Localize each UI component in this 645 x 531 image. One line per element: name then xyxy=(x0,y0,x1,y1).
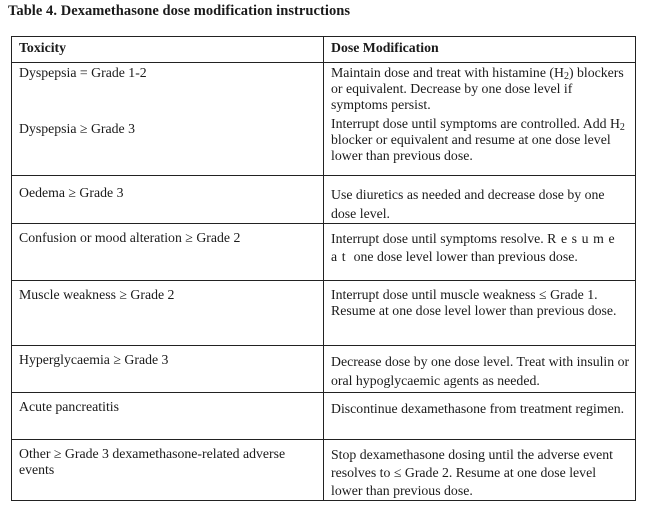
toxicity-cell: Acute pancreatitis xyxy=(12,393,324,440)
modification-text: Interrupt dose until symptoms resolve. xyxy=(331,231,544,246)
toxicity-text: Dyspepsia ≥ Grade 3 xyxy=(19,121,136,136)
table-caption: Table 4. Dexamethasone dose modification instructions xyxy=(8,3,351,19)
modification-text: Interrupt dose until symptoms are controlled. Add $H_2$ blocker or equivalent and resume at one dose level lower than previous dose. xyxy=(331,116,625,163)
toxicity-cell: Oedema ≥ Grade 3 xyxy=(12,176,324,224)
table-row xyxy=(12,281,636,346)
dose-modification-table xyxy=(11,36,636,501)
table-row xyxy=(12,440,636,501)
dose-modification-header: Dose Modification xyxy=(324,37,636,63)
toxicity-cell: Confusion or mood alteration ≥ Grade 2 xyxy=(12,224,324,281)
header-row xyxy=(12,37,636,63)
toxicity-text: Dyspepsia = Grade 1-2 xyxy=(19,65,147,80)
modification-text: at xyxy=(331,249,351,264)
modification-cell: Stop dexamethasone dosing until the adverse event resolves to ≤ Grade 2. Resume at one dose level lower than previous dose. xyxy=(324,440,636,501)
modification-cell: Interrupt dose until muscle weakness ≤ Grade 1. Resume at one dose level lower than previous dose. xyxy=(324,281,636,346)
toxicity-header: Toxicity xyxy=(12,37,324,63)
modification-cell: Use diuretics as needed and decrease dose by one dose level. xyxy=(324,176,636,224)
toxicity-cell: Other ≥ Grade 3 dexamethasone-related adverse events xyxy=(12,440,324,501)
toxicity-cell: Hyperglycaemia ≥ Grade 3 xyxy=(12,346,324,393)
modification-cell xyxy=(324,63,636,176)
table-row xyxy=(12,393,636,440)
modification-cell: Decrease dose by one dose level. Treat with insulin or oral hypoglycaemic agents as needed. xyxy=(324,346,636,393)
modification-text: one dose level lower than previous dose. xyxy=(353,249,578,264)
table-row xyxy=(12,63,636,176)
modification-cell: Discontinue dexamethasone from treatment regimen. xyxy=(324,393,636,440)
toxicity-cell xyxy=(12,63,324,176)
toxicity-cell: Muscle weakness ≥ Grade 2 xyxy=(12,281,324,346)
table-row xyxy=(12,346,636,393)
spacer xyxy=(19,81,318,121)
modification-text: Resume xyxy=(547,231,620,246)
modification-text: Maintain dose and treat with histamine $(H_2)$ blockers or equivalent. Decrease by one dose level if symptoms persist. xyxy=(331,65,624,112)
table-row xyxy=(12,224,636,281)
modification-cell xyxy=(324,224,636,281)
table-row xyxy=(12,176,636,224)
